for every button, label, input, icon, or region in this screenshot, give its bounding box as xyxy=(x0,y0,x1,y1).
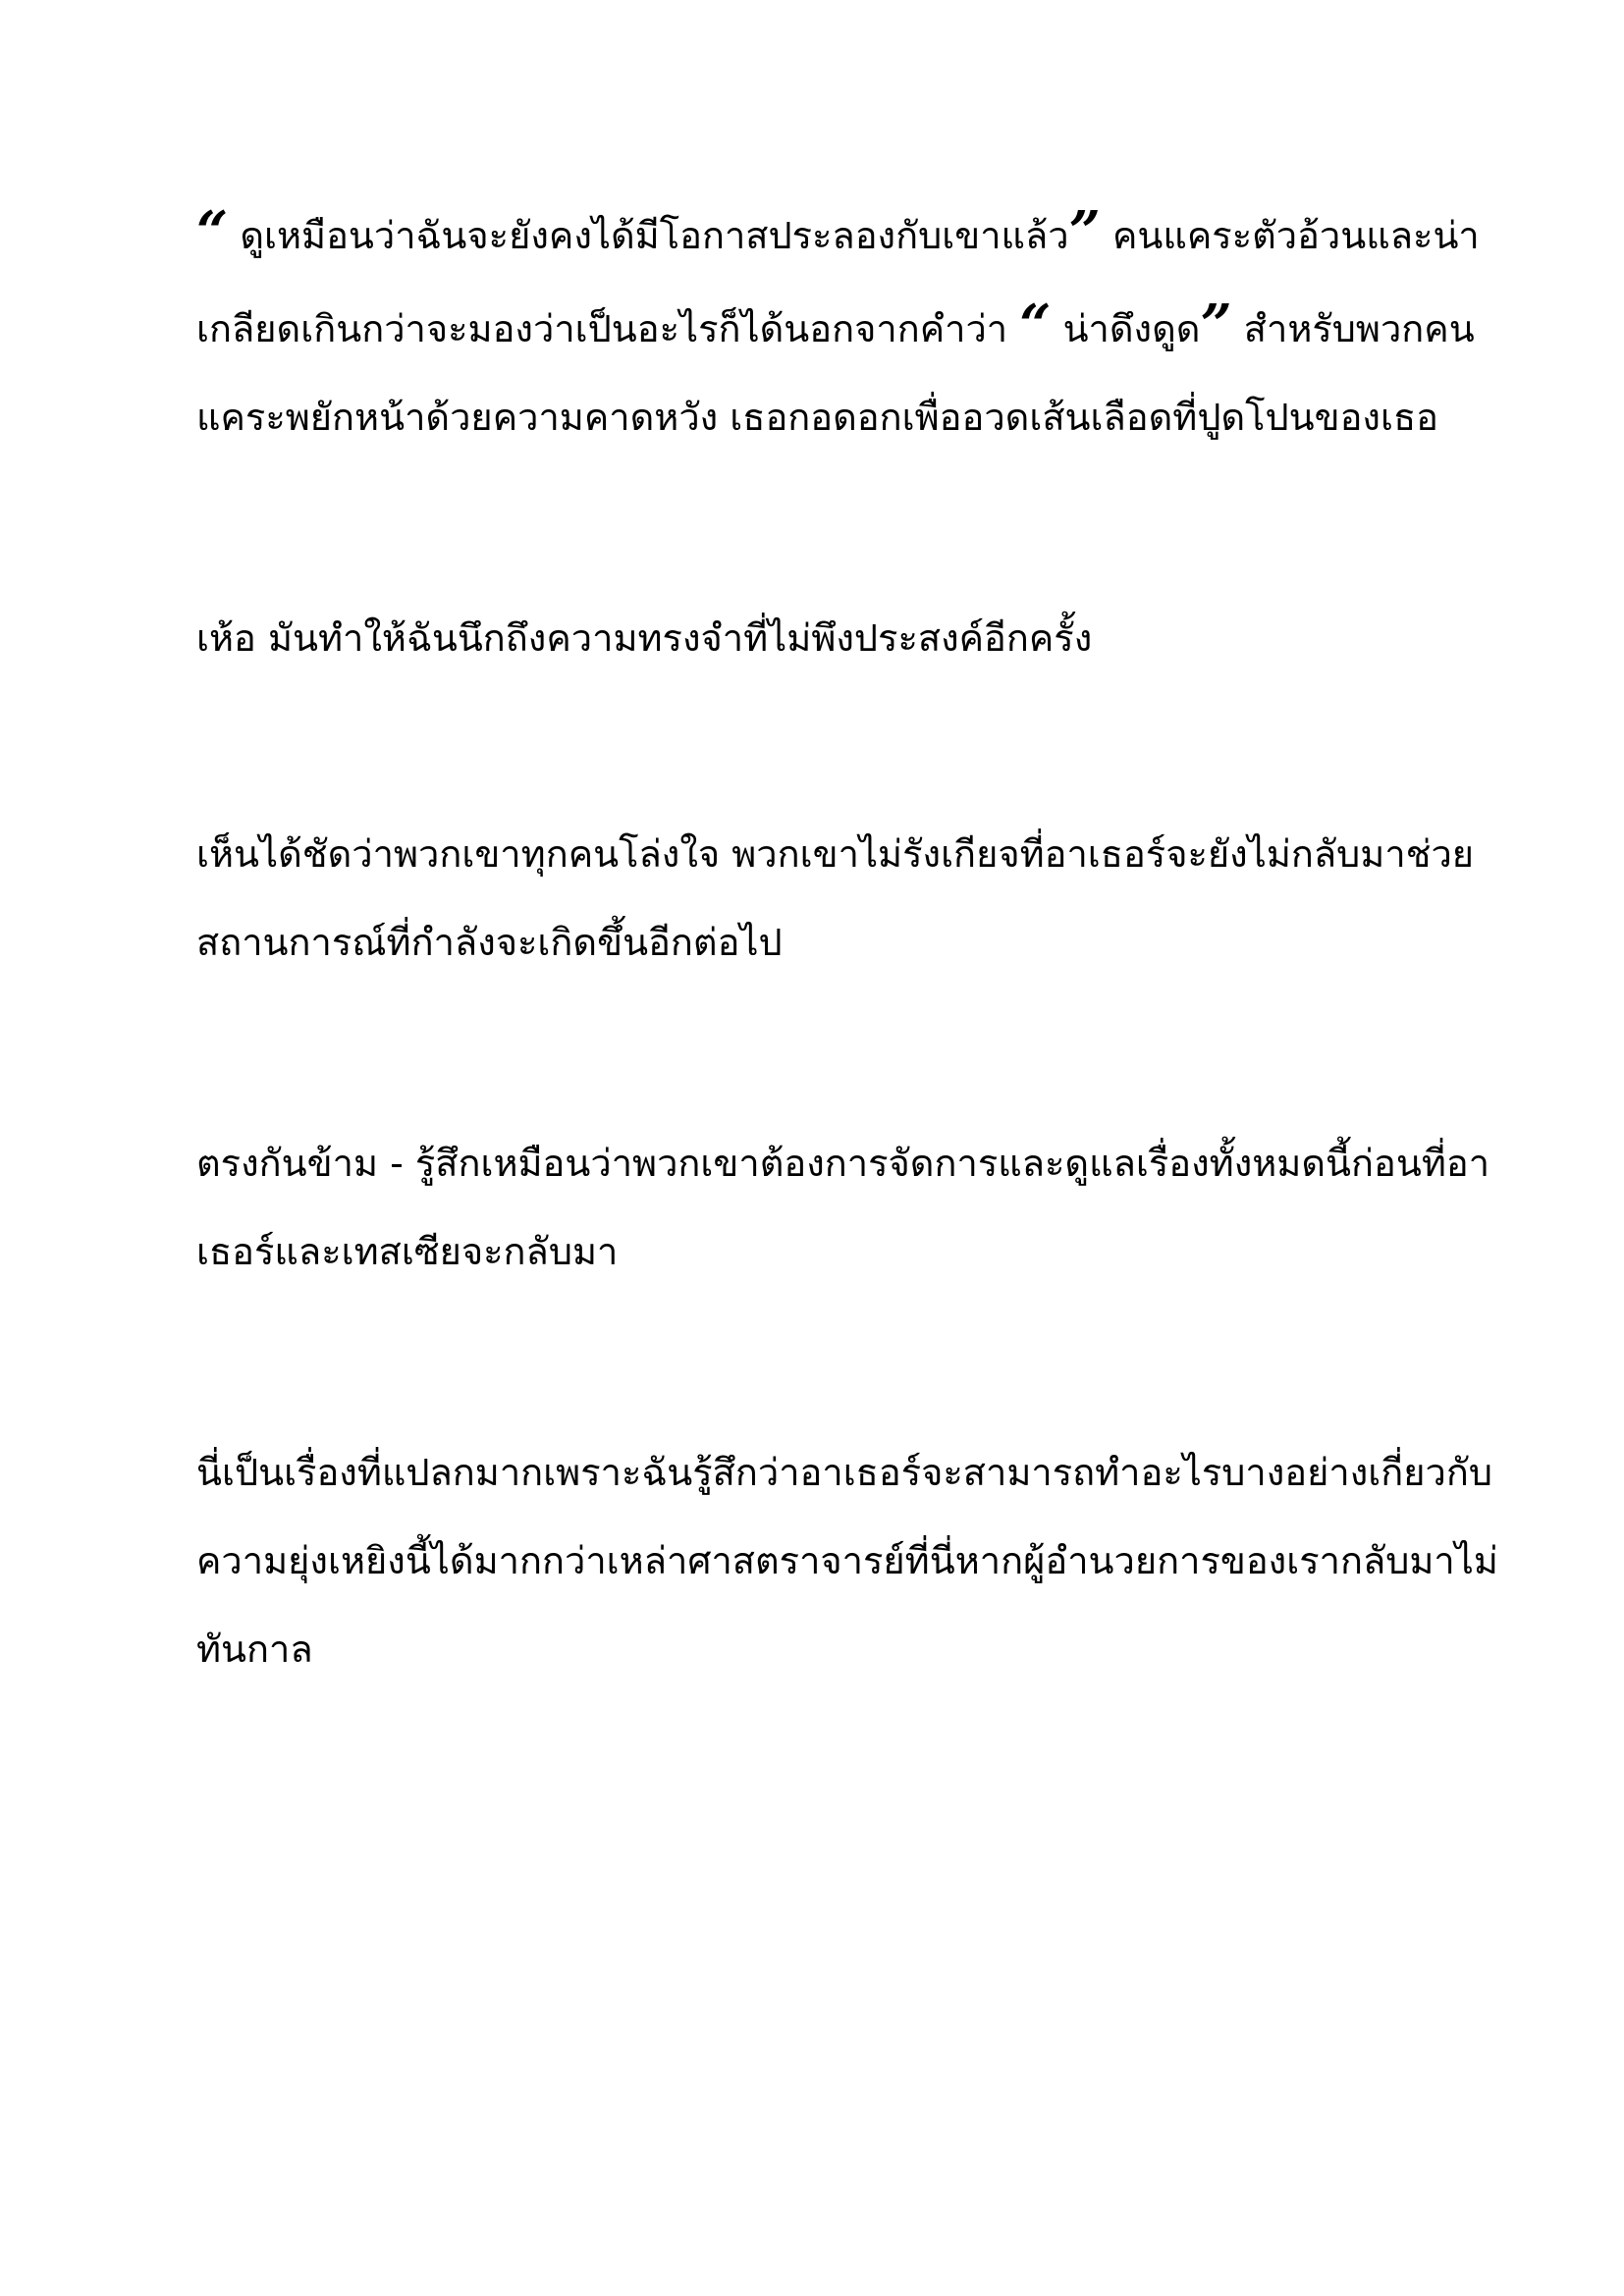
narration-text: สถานการณ์ที่กำลังจะเกิดขึ้นอีกต่อไป xyxy=(196,921,783,964)
narration-text: คนแคระตัวอ้วนและน่า xyxy=(1111,214,1480,257)
paragraph-3-line-2 xyxy=(196,918,783,967)
open-quote-mark: “ xyxy=(196,199,229,264)
open-quote-mark: “ xyxy=(1019,293,1052,357)
dialogue-text: ดูเหมือนว่าฉันจะยังคงได้มีโอกาสประลองกับเขาแล้ว xyxy=(240,214,1069,257)
paragraph-5-line-2 xyxy=(196,1536,1498,1585)
paragraph-2-line-1 xyxy=(196,614,1092,663)
paragraph-5-line-3 xyxy=(196,1625,313,1674)
close-quote-mark: ” xyxy=(1200,293,1232,357)
paragraph-4-line-2 xyxy=(196,1227,618,1276)
paragraph-1-line-3 xyxy=(196,393,1438,442)
narration-text: สำหรับพวกคน xyxy=(1243,307,1475,350)
narration-text: ตรงกันข้าม - รู้สึกเหมือนว่าพวกเขาต้องการจัดการและดูแลเรื่องทั้งหมดนี้ก่อนที่อา xyxy=(196,1142,1490,1185)
narration-text: ความยุ่งเหยิงนี้ได้มากกว่าเหล่าศาสตราจารย์ที่นี่หากผู้อำนวยการของเรากลับมาไม่ xyxy=(196,1539,1498,1582)
paragraph-3-line-1 xyxy=(196,829,1474,879)
narration-text: นี่เป็นเรื่องที่แปลกมากเพราะฉันรู้สึกว่าอาเธอร์จะสามารถทำอะไรบางอย่างเกี่ยวกับ xyxy=(196,1451,1492,1494)
narration-text: เธอร์และเทสเซียจะกลับมา xyxy=(196,1230,619,1273)
paragraph-1-line-2 xyxy=(196,293,1475,357)
narration-text: ทันกาล xyxy=(196,1628,313,1671)
paragraph-4-line-1 xyxy=(196,1139,1489,1188)
narration-text: แคระพยักหน้าด้วยความคาดหวัง เธอกอดอกเพื่ออวดเส้นเลือดที่ปูดโปนของเธอ xyxy=(196,396,1438,439)
narration-text: เห้อ มันทำให้ฉันนึกถึงความทรงจำที่ไม่พึงประสงค์อีกครั้ง xyxy=(196,616,1093,660)
paragraph-1-line-1 xyxy=(196,199,1480,264)
close-quote-mark: ” xyxy=(1068,199,1101,264)
narration-text: เห็นได้ชัดว่าพวกเขาทุกคนโล่งใจ พวกเขาไม่รังเกียจที่อาเธอร์จะยังไม่กลับมาช่วย xyxy=(196,832,1475,876)
narration-text: เกลียดเกินกว่าจะมองว่าเป็นอะไรก็ได้นอกจากคำว่า xyxy=(196,307,1008,350)
paragraph-5-line-1 xyxy=(196,1448,1492,1497)
quoted-word: น่าดึงดูด xyxy=(1062,307,1201,350)
